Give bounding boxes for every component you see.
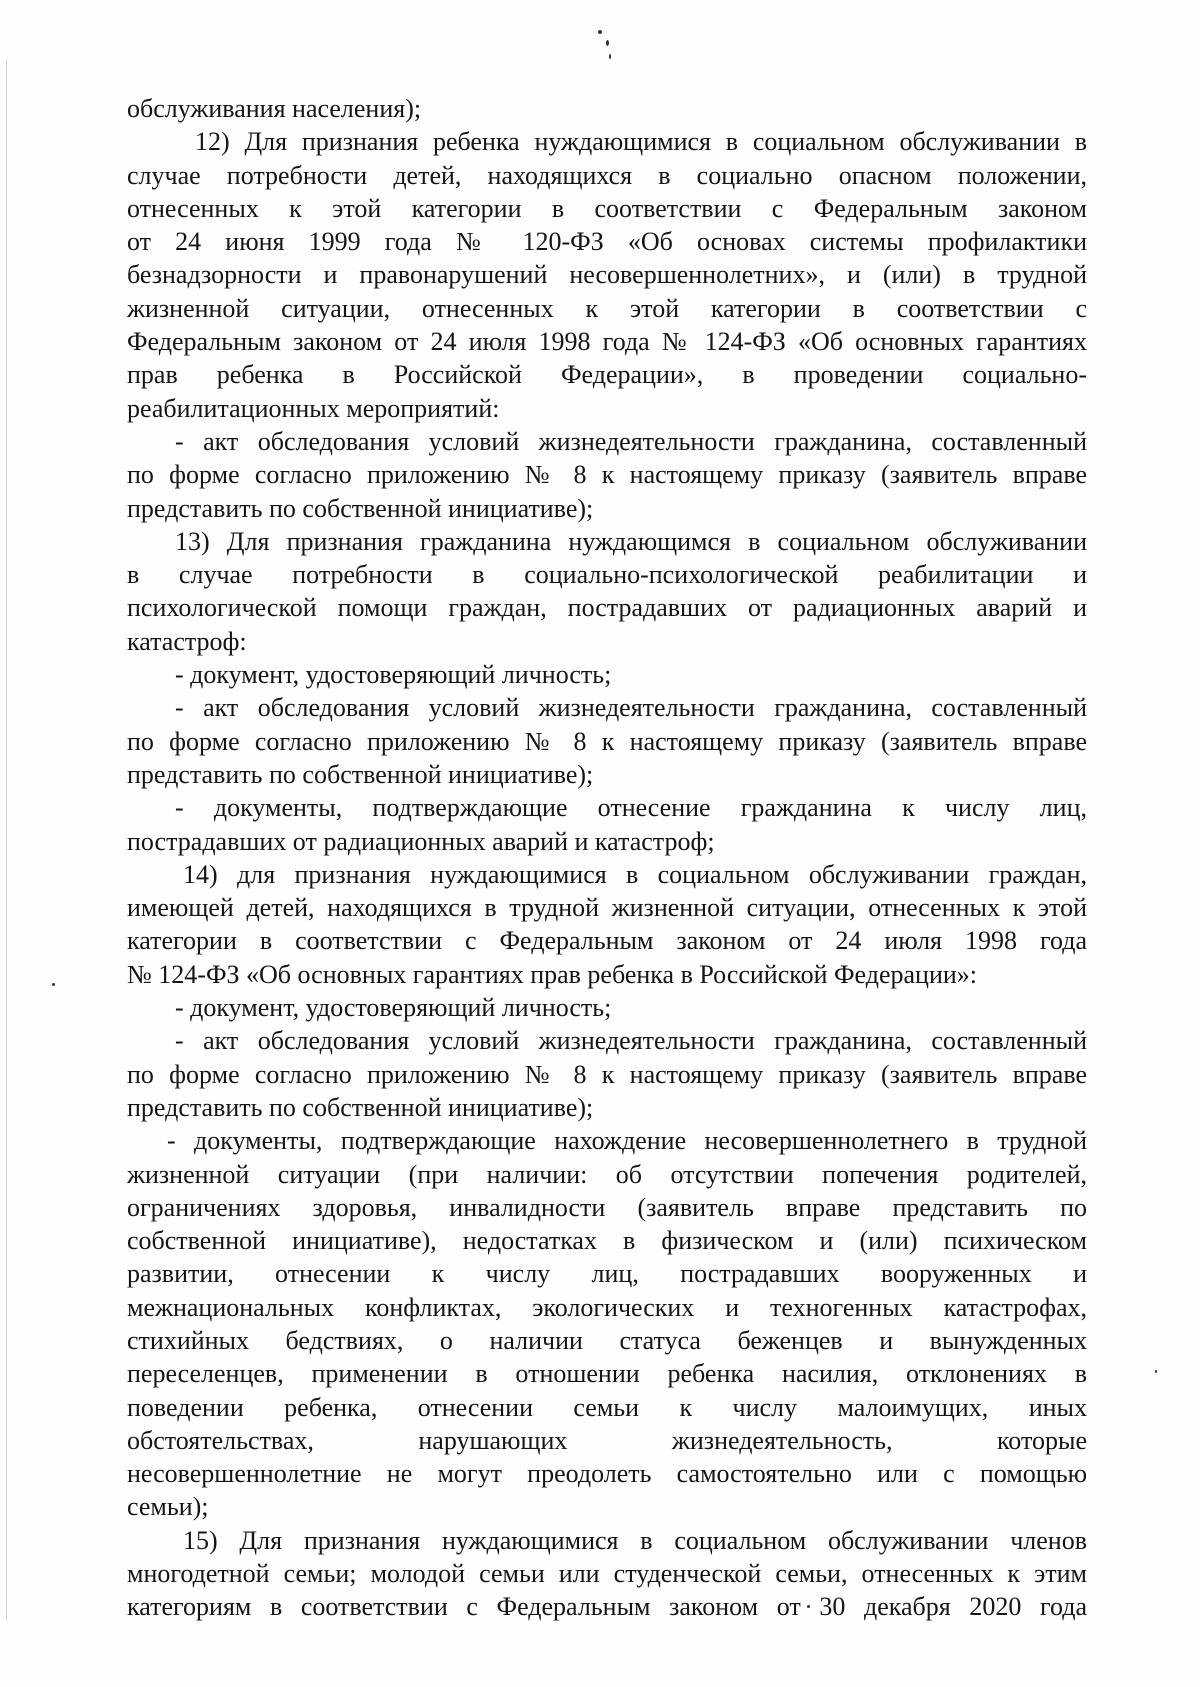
- document-line: категориям в соответствии с Федеральным законом от 30 декабря 2020 года: [127, 1592, 1087, 1622]
- document-line: по форме согласно приложению № 8 к настоящему приказу (заявитель вправе: [127, 726, 1087, 756]
- document-line: имеющей детей, находящихся в трудной жизненной ситуации, отнесенных к этой: [127, 893, 1087, 923]
- scan-speck: [1155, 1370, 1157, 1373]
- document-line: № 124-ФЗ «Об основных гарантиях прав ребенка в Российской Федерации»:: [127, 959, 978, 989]
- document-line: 13) Для признания гражданина нуждающимся в социальном обслуживании: [175, 526, 1087, 556]
- document-line: стихийных бедствиях, о наличии статуса беженцев и вынужденных: [127, 1325, 1087, 1355]
- document-line: 12) Для признания ребенка нуждающимися в социальном обслуживании в: [195, 127, 1087, 157]
- document-body: [127, 92, 1087, 1624]
- document-line: жизненной ситуации, отнесенных к этой категории в соответствии с: [127, 293, 1087, 323]
- document-line: по форме согласно приложению № 8 к настоящему приказу (заявитель вправе: [127, 1059, 1087, 1089]
- document-line: развитии, отнесении к числу лиц, пострадавших вооруженных и: [127, 1259, 1087, 1289]
- document-line: в случае потребности в социально-психологической реабилитации и: [127, 560, 1087, 590]
- scan-speck: [598, 30, 602, 34]
- document-line: семьи);: [127, 1492, 209, 1522]
- document-line: обстоятельствах, нарушающих жизнедеятельность, которые: [127, 1425, 1087, 1455]
- document-line: обслуживания населения);: [127, 94, 422, 123]
- document-line: - документы, подтверждающие нахождение несовершеннолетнего в трудной: [167, 1126, 1087, 1156]
- document-line: несовершеннолетние не могут преодолеть самостоятельно или с помощью: [127, 1459, 1087, 1489]
- document-line: катастроф:: [127, 626, 247, 656]
- scan-speck: [609, 54, 611, 59]
- document-line: - акт обследования условий жизнедеятельности гражданина, составленный: [175, 426, 1087, 456]
- document-line: - акт обследования условий жизнедеятельности гражданина, составленный: [175, 1026, 1087, 1056]
- document-line: пострадавших от радиационных аварий и катастроф;: [127, 826, 715, 856]
- document-line: по форме согласно приложению № 8 к настоящему приказу (заявитель вправе: [127, 460, 1087, 490]
- document-line: - акт обследования условий жизнедеятельности гражданина, составленный: [175, 693, 1087, 723]
- document-line: многодетной семьи; молодой семьи или студенческой семьи, отнесенных к этим: [127, 1559, 1087, 1589]
- document-line: 14) для признания нуждающимися в социальном обслуживании граждан,: [183, 859, 1087, 889]
- document-line: случае потребности детей, находящихся в социально опасном положении,: [127, 160, 1087, 190]
- document-line: Федеральным законом от 24 июля 1998 года № 124-ФЗ «Об основных гарантиях: [127, 327, 1087, 357]
- document-line: переселенцев, применении в отношении ребенка насилия, отклонениях в: [127, 1359, 1087, 1389]
- document-line: - документы, подтверждающие отнесение гражданина к числу лиц,: [175, 793, 1087, 823]
- document-line: прав ребенка в Российской Федерации», в проведении социально-: [127, 360, 1087, 390]
- document-line: психологической помощи граждан, пострадавших от радиационных аварий и: [127, 593, 1087, 623]
- document-line: ограничениях здоровья, инвалидности (заявитель вправе представить по: [127, 1192, 1087, 1222]
- document-line: жизненной ситуации (при наличии: об отсутствии попечения родителей,: [127, 1159, 1087, 1189]
- document-line: собственной инициативе), недостатках в физическом и (или) психическом: [127, 1226, 1087, 1256]
- document-line: представить по собственной инициативе);: [127, 493, 594, 523]
- document-line: поведении ребенка, отнесении семьи к числу малоимущих, иных: [127, 1392, 1087, 1422]
- document-line: категории в соответствии с Федеральным законом от 24 июля 1998 года: [127, 926, 1087, 956]
- scan-speck: [606, 40, 609, 46]
- document-line: от 24 июня 1999 года № 120-ФЗ «Об основах системы профилактики: [127, 227, 1087, 257]
- document-line: представить по собственной инициативе);: [127, 759, 594, 789]
- document-line: безнадзорности и правонарушений несовершеннолетних», и (или) в трудной: [127, 260, 1087, 290]
- document-line: 15) Для признания нуждающимися в социальном обслуживании членов: [183, 1525, 1087, 1555]
- scan-edge-line: [6, 60, 7, 1620]
- document-line: - документ, удостоверяющий личность;: [175, 660, 612, 690]
- document-line: реабилитационных мероприятий:: [127, 393, 500, 423]
- document-line: - документ, удостоверяющий личность;: [175, 993, 612, 1023]
- document-line: представить по собственной инициативе);: [127, 1092, 594, 1122]
- document-line: отнесенных к этой категории в соответствии с Федеральным законом: [127, 193, 1087, 223]
- scan-speck: [52, 983, 55, 986]
- document-line: межнациональных конфликтах, экологических и техногенных катастрофах,: [127, 1292, 1087, 1322]
